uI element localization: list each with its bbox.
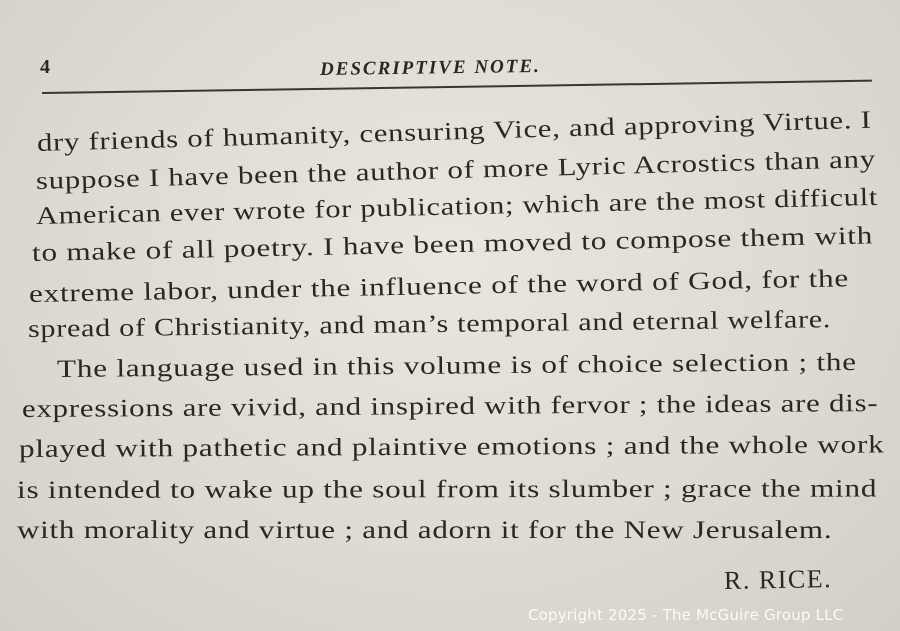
text-line: dry friends of humanity, censuring Vice, and approving Virtue. I	[36, 106, 872, 157]
text-line: played with pathetic and plaintive emotions ; and the whole work	[18, 431, 885, 463]
author-signature: R. RICE.	[723, 564, 833, 595]
text-line: suppose I have been the author of more Lyric Acrostics than any	[35, 146, 877, 195]
text-line: extreme labor, under the influence of the word of God, for the	[28, 265, 850, 308]
page-number: 4	[40, 56, 50, 78]
text-line: spread of Christianity, and man’s temporal and eternal welfare.	[27, 306, 832, 343]
running-head: DESCRIPTIVE NOTE.	[319, 55, 541, 80]
text-line: The language used in this volume is of choice selection ; the	[56, 349, 857, 383]
text-line: American ever wrote for publication; which are the most difficult	[35, 183, 879, 230]
text-line: with morality and virtue ; and adorn it for the New Jerusalem.	[17, 517, 833, 544]
text-line: is intended to wake up the soul from its slumber ; grace the mind	[16, 475, 878, 504]
copyright-watermark: Copyright 2025 - The McGuire Group LLC	[528, 606, 844, 624]
text-line: expressions are vivid, and inspired with fervor ; the ideas are dis-	[21, 390, 879, 423]
text-line: to make of all poetry. I have been moved to compose them with	[31, 222, 874, 267]
